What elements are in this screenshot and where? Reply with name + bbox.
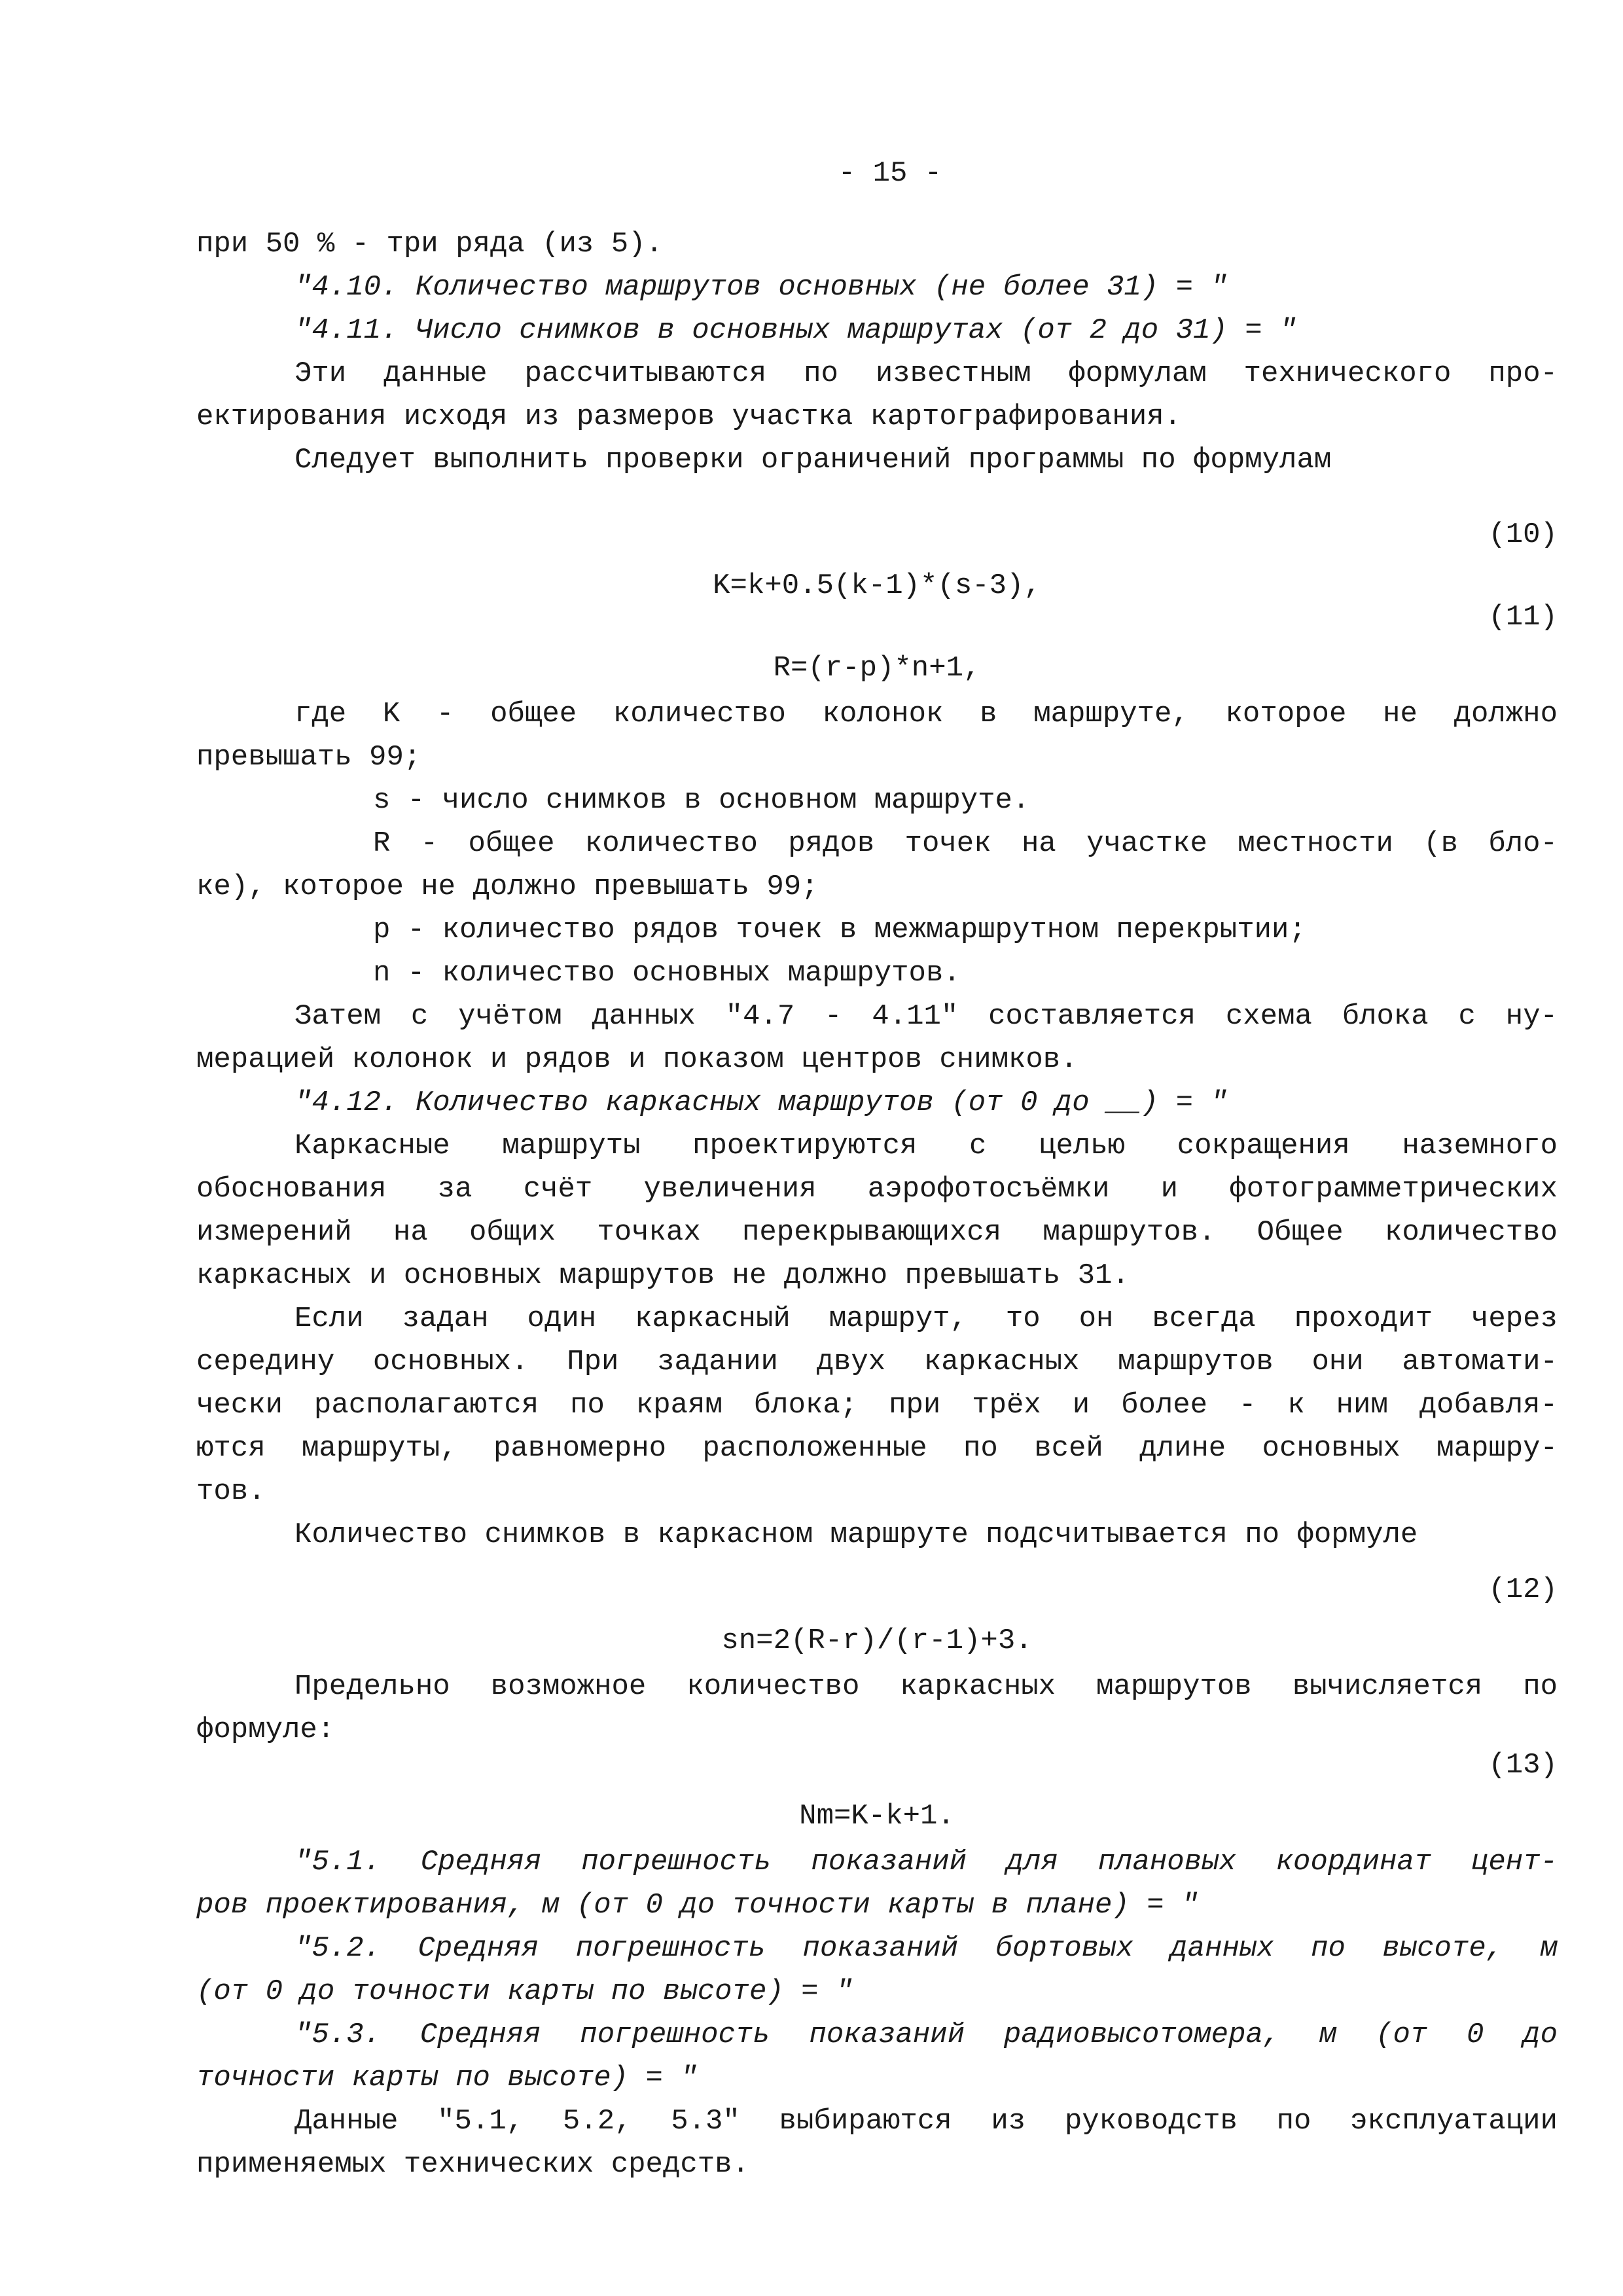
program-prompt-5-2: "5.2. Средняя погрешность показаний бортовых данных по высоте, м bbox=[294, 1932, 1558, 1965]
program-prompt-5-3: "5.3. Средняя погрешность показаний радиовысотомера, м (от 0 до bbox=[294, 2018, 1558, 2051]
text-line: применяемых технических средств. bbox=[196, 2148, 749, 2181]
formula-number: (11) bbox=[1488, 601, 1558, 634]
text-line: ке), которое не должно превышать 99; bbox=[196, 870, 819, 903]
variable-definition-r: R - общее количество рядов точек на участке местности (в бло- bbox=[373, 827, 1558, 860]
text-line: Эти данные рассчитываются по известным формулам технического про- bbox=[294, 357, 1558, 390]
text-line: тов. bbox=[196, 1475, 266, 1508]
formula-number: (10) bbox=[1488, 518, 1558, 551]
text-line: Следует выполнить проверки ограничений программы по формулам bbox=[294, 444, 1332, 476]
program-prompt-4-11: "4.11. Число снимков в основных маршрутах (от 2 до 31) = " bbox=[294, 314, 1297, 347]
text-line: обоснования за счёт увеличения аэрофотосъёмки и фотограмметрических bbox=[196, 1173, 1558, 1206]
text-line: превышать 99; bbox=[196, 741, 421, 774]
formula-number: (13) bbox=[1488, 1749, 1558, 1782]
text-line: мерацией колонок и рядов и показом центров снимков. bbox=[196, 1043, 1078, 1076]
program-prompt-4-10: "4.10. Количество маршрутов основных (не более 31) = " bbox=[294, 271, 1228, 304]
text-line: где K - общее количество колонок в маршруте, которое не должно bbox=[294, 698, 1558, 730]
formula-12 bbox=[196, 1573, 1558, 1657]
text-line: Предельно возможное количество каркасных маршрутов вычисляется по bbox=[294, 1670, 1558, 1703]
program-prompt-5-1: "5.1. Средняя погрешность показаний для плановых координат цент- bbox=[294, 1846, 1558, 1878]
formula-expression: R=(r-p)*n+1, bbox=[773, 652, 981, 685]
text-line: измерений на общих точках перекрывающихся маршрутов. Общее количество bbox=[196, 1216, 1558, 1249]
formula-number: (12) bbox=[1488, 1573, 1558, 1606]
text-line: чески располагаются по краям блока; при трёх и более - к ним добавля- bbox=[196, 1389, 1558, 1422]
variable-definition-s: s - число снимков в основном маршруте. bbox=[373, 784, 1030, 817]
text-line: ектирования исходя из размеров участка картографирования. bbox=[196, 401, 1182, 433]
text-line: каркасных и основных маршрутов не должно превышать 31. bbox=[196, 1259, 1130, 1292]
variable-definition-n: n - количество основных маршрутов. bbox=[373, 957, 961, 990]
formula-expression: sn=2(R-r)/(r-1)+3. bbox=[721, 1624, 1033, 1657]
program-prompt-5-2-cont: (от 0 до точности карты по высоте) = " bbox=[196, 1975, 853, 2008]
program-prompt-5-3-cont: точности карты по высоте) = " bbox=[196, 2062, 698, 2094]
text-line: Затем с учётом данных "4.7 - 4.11" составляется схема блока с ну- bbox=[294, 1000, 1558, 1033]
formula-10 bbox=[196, 518, 1558, 602]
text-line: Данные "5.1, 5.2, 5.3" выбираются из руководств по эксплуатации bbox=[294, 2105, 1558, 2138]
text-line: ются маршруты, равномерно расположенные по всей длине основных маршру- bbox=[196, 1432, 1558, 1465]
document-page bbox=[196, 151, 1558, 2245]
formula-13 bbox=[196, 1749, 1558, 1833]
program-prompt-5-1-cont: ров проектирования, м (от 0 до точности карты в плане) = " bbox=[196, 1889, 1199, 1922]
text-line: Каркасные маршруты проектируются с целью сокращения наземного bbox=[294, 1130, 1558, 1162]
text-line: при 50 % - три ряда (из 5). bbox=[196, 228, 663, 260]
formula-expression: Nm=K-k+1. bbox=[799, 1800, 955, 1833]
text-line: Если задан один каркасный маршрут, то он всегда проходит через bbox=[294, 1302, 1558, 1335]
text-line: Количество снимков в каркасном маршруте подсчитывается по формуле bbox=[294, 1518, 1418, 1551]
formula-11 bbox=[196, 601, 1558, 685]
text-line: середину основных. При задании двух каркасных маршрутов они автомати- bbox=[196, 1346, 1558, 1378]
text-line: формуле: bbox=[196, 1713, 335, 1746]
program-prompt-4-12: "4.12. Количество каркасных маршрутов (от 0 до __) = " bbox=[294, 1086, 1228, 1119]
page-number: - 15 - bbox=[838, 157, 942, 190]
formula-expression: K=k+0.5(k-1)*(s-3), bbox=[713, 569, 1041, 602]
variable-definition-p: p - количество рядов точек в межмаршрутном перекрытии; bbox=[373, 914, 1306, 946]
